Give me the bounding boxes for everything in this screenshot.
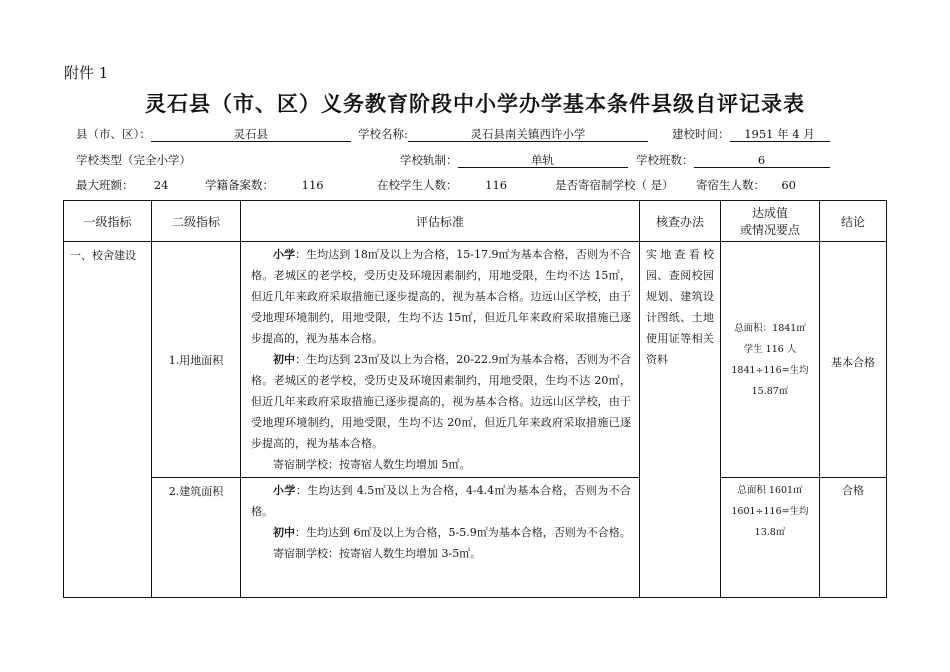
header-achievement: [721, 201, 820, 242]
info-line-1: [76, 126, 351, 142]
primary-text: ：生均达到 18㎡及以上为合格，15-17.9㎡为基本合格，否则为不合格。老城区的老学校，受历史及环境因素制约，用地受限，生均不达 15㎡，但近几年来政府采取措施已逐步提高的，视为基本合格。边远山区学校，由于受地理环境制约，用地受限，生均不达 15㎡，但近几年来政府采取措施已逐步提高的，视为基本合格。: [251, 248, 631, 345]
school-name-value: 灵石县南关镇西许小学: [408, 127, 648, 142]
conclusion-text: 基本合格: [831, 355, 875, 369]
evaluation-table: [63, 200, 887, 598]
max-class-label: 最大班额：: [76, 178, 134, 192]
founded-field: [672, 126, 830, 142]
achievement-cell: [721, 478, 820, 598]
method-cell: [640, 242, 721, 598]
classes-field: [636, 152, 830, 168]
criteria-middle: [251, 522, 631, 543]
attachment-label: 附件 1: [64, 64, 109, 82]
level2-text: 2.建筑面积: [168, 485, 224, 498]
county-label: 县（市、区）：: [76, 127, 151, 141]
table-row: [64, 242, 887, 478]
achievement-line: 1841÷116=生均: [731, 364, 809, 376]
enrolled-field: [377, 177, 531, 193]
school-name-field: [358, 126, 648, 142]
max-class-field: [76, 177, 185, 193]
achievement-line: 13.8㎡: [754, 527, 786, 538]
level2-cell: [152, 242, 241, 478]
header-criteria: 评估标准: [241, 201, 640, 242]
criteria-middle: [251, 349, 631, 454]
founded-label: 建校时间：: [672, 127, 730, 141]
achievement-line: 15.87㎡: [751, 385, 789, 397]
conclusion-text: 合格: [842, 484, 864, 497]
criteria-primary: [251, 244, 631, 349]
track-label: 学校轨制：: [400, 153, 458, 167]
achievement-line: 学生 116 人: [743, 343, 797, 355]
level2-cell: [152, 478, 241, 598]
table-row: [64, 478, 887, 598]
classes-label: 学校班数：: [636, 153, 694, 167]
school-type: 学校类型（完全小学）: [76, 153, 191, 167]
middle-text: ：生均达到 23㎡及以上为合格，20-22.9㎡为基本合格，否则为不合格。老城区的老学校，受历史及环境因素制约，用地受限，生均不达 20㎡，但近几年来政府采取措施已逐步提高的，视为基本合格。边远山区学校，由于受地理环境制约，用地受限，生均不达 20㎡，但近几年来政府采取措施已逐步提高的，视为基本合格。: [251, 353, 631, 450]
classes-value: 6: [694, 153, 830, 168]
achievement-line: 1601÷116=生均: [731, 506, 809, 517]
track-field: [400, 152, 628, 168]
boarders-label: 寄宿生人数：: [696, 178, 765, 192]
criteria-cell: [241, 242, 640, 478]
primary-text: ：生均达到 4.5㎡及以上为合格，4-4.4㎡为基本合格，否则为不合格。: [251, 484, 632, 518]
achievement-cell: [721, 242, 820, 478]
header-method: 核查办法: [640, 201, 721, 242]
founded-value: 1951 年 4 月: [730, 127, 830, 142]
registered-label: 学籍备案数：: [205, 178, 274, 192]
registered-value: 116: [301, 178, 324, 192]
criteria-primary: [251, 480, 631, 522]
header-level1: 一级指标: [64, 201, 152, 242]
primary-label: 小学: [273, 484, 296, 497]
level2-text: 1.用地面积: [168, 353, 224, 367]
achievement-line: 总面积 1601㎡: [737, 485, 803, 496]
header-level2: 二级指标: [152, 201, 241, 242]
middle-text: ：生均达到 6㎡及以上为合格，5-5.9㎡为基本合格，否则为不合格。: [295, 526, 631, 539]
registered-field: [205, 177, 348, 193]
boarders-value: 60: [781, 178, 796, 192]
criteria-boarding: 寄宿制学校：按寄宿人数生均增加 5㎡。: [273, 458, 471, 471]
page-title: 灵石县（市、区）义务教育阶段中小学办学基本条件县级自评记录表: [145, 91, 805, 116]
boarding-field: 是否寄宿制学校（ 是）: [555, 178, 674, 192]
header-achievement-line1: 达成值: [751, 206, 788, 220]
county-value: 灵石县: [151, 127, 351, 142]
table-header-row: [64, 201, 887, 242]
boarders-field: [696, 177, 809, 193]
track-value: 单轨: [458, 153, 628, 168]
enrolled-value: 116: [485, 178, 508, 192]
criteria-boarding: 寄宿制学校：按寄宿人数生均增加 3-5㎡。: [273, 547, 482, 560]
achievement-line: 总面积：1841㎡: [734, 322, 806, 334]
max-class-value: 24: [153, 178, 169, 192]
conclusion-cell: [820, 478, 887, 598]
level1-text: 一、校舍建设: [70, 249, 136, 262]
middle-label: 初中: [273, 353, 296, 366]
school-name-label: 学校名称:: [358, 127, 408, 141]
primary-label: 小学: [273, 248, 296, 261]
header-conclusion: 结论: [820, 201, 887, 242]
enrolled-label: 在校学生人数：: [377, 178, 458, 192]
criteria-cell: [241, 478, 640, 598]
conclusion-cell: [820, 242, 887, 478]
level1-cell: [64, 242, 152, 598]
middle-label: 初中: [273, 526, 295, 539]
method-text: 实地查看校园、查阅校园规划、建筑设计图纸、土地使用证等相关资料: [646, 248, 714, 366]
header-achievement-line2: 或情况要点: [739, 223, 800, 237]
